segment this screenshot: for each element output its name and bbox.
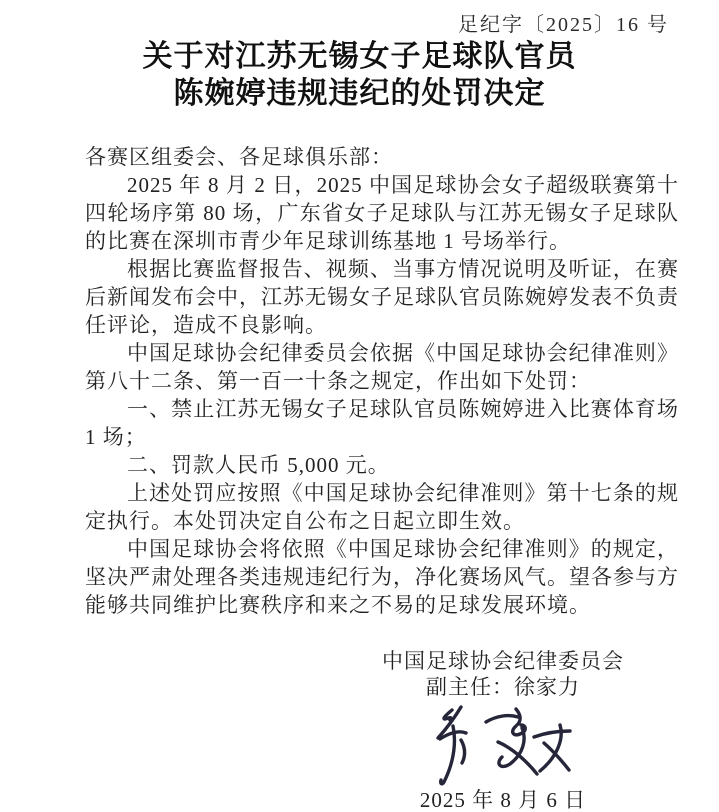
- document-reference-number: 足纪字〔2025〕16 号: [458, 14, 669, 36]
- paragraph-violation-facts: 根据比赛监督报告、视频、当事方情况说明及听证，在赛后新闻发布会中，江苏无锡女子足球队官员陈婉婷发表不负责任评论，造成不良影响。: [85, 257, 679, 337]
- salutation: 各赛区组委会、各足球俱乐部：: [85, 145, 393, 169]
- paragraph-legal-basis: 中国足球协会纪律委员会依据《中国足球协会纪律准则》第八十二条、第一百一十条之规定，作出如下处罚：: [85, 341, 679, 393]
- paragraph-execution: 上述处罚应按照《中国足球协会纪律准则》第十七条的规定执行。本处罚决定自公布之日起立即生效。: [85, 481, 679, 533]
- document-title: [0, 38, 719, 112]
- document-title-line-2: 陈婉婷违规违纪的处罚决定: [173, 77, 546, 110]
- document-body: [85, 143, 679, 619]
- signature-signer-title-name: 副主任：徐家力: [426, 675, 580, 699]
- signature-organization: 中国足球协会纪律委员会: [382, 649, 624, 673]
- paragraph-penalty-item-2: 二、罚款人民币 5,000 元。: [127, 453, 390, 477]
- signature-date: 2025 年 8 月 6 日: [419, 788, 587, 812]
- paragraph-penalty-item-1: 一、禁止江苏无锡女子足球队官员陈婉婷进入比赛体育场 1 场；: [85, 397, 679, 449]
- handwritten-signature: [428, 702, 578, 788]
- paragraph-closing-statement: 中国足球协会将依照《中国足球协会纪律准则》的规定，坚决严肃处理各类违规违纪行为，净化赛场风气。望各参与方能够共同维护比赛秩序和来之不易的足球发展环境。: [85, 537, 679, 617]
- paragraph-match-info: 2025 年 8 月 2 日，2025 中国足球协会女子超级联赛第十四轮场序第 80 场，广东省女子足球队与江苏无锡女子足球队的比赛在深圳市青少年足球训练基地 1 号场举行。: [85, 173, 679, 253]
- document-title-line-1: 关于对江苏无锡女子足球队官员: [142, 40, 577, 73]
- signature-block: [368, 648, 638, 812]
